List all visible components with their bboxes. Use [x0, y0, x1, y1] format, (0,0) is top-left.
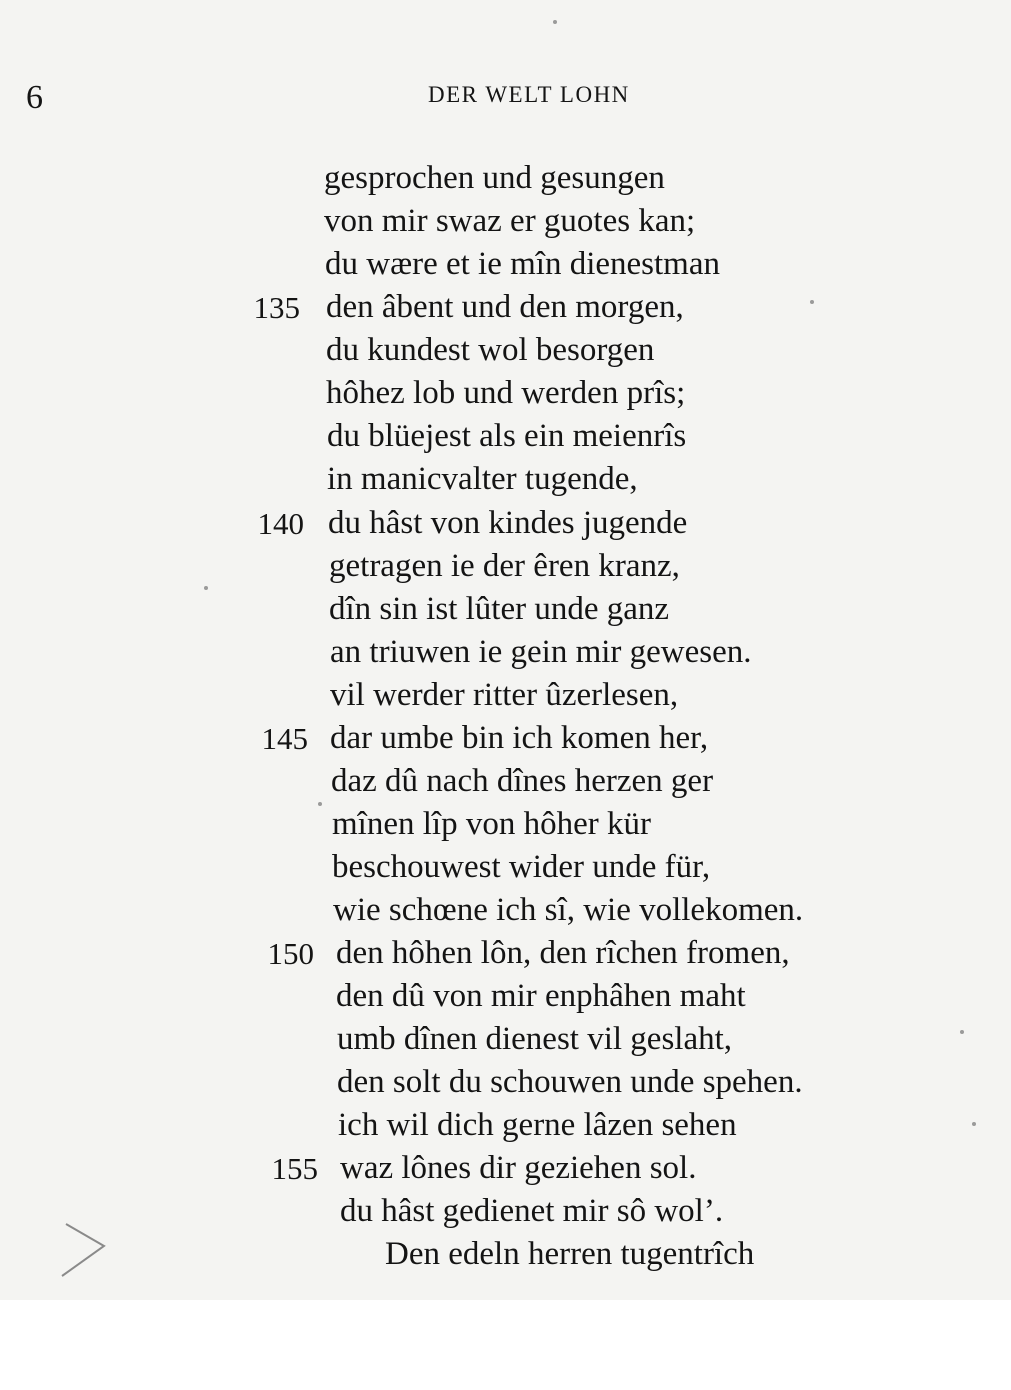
line-text: du hâst von kindes jugende: [328, 505, 688, 541]
verse-line: [0, 329, 1011, 372]
verse-line: [0, 975, 1011, 1018]
verse-line: [0, 1061, 1011, 1104]
line-number: 135: [253, 290, 300, 325]
verse-line: [0, 889, 1011, 932]
verse-line: [0, 674, 1011, 717]
bottom-margin: [0, 1300, 1011, 1390]
verse-line: [0, 588, 1011, 631]
verse-line: [0, 243, 1011, 286]
line-text: getragen ie der êren kranz,: [329, 548, 680, 584]
verse-line: [0, 803, 1011, 846]
line-text: von mir swaz er guotes kan;: [324, 203, 696, 239]
verse-line: [0, 372, 1011, 415]
verse-line: [0, 1104, 1011, 1147]
line-text: du hâst gedienet mir sô wol’.: [340, 1193, 724, 1229]
line-number: 145: [261, 721, 308, 756]
verse-line: [0, 1147, 1011, 1190]
line-text: den âbent und den morgen,: [326, 289, 684, 325]
line-text: du wære et ie mîn dienestman: [325, 246, 720, 282]
line-text: vil werder ritter ûzerlesen,: [330, 677, 679, 713]
pencil-arrow-mark-icon: [58, 1218, 118, 1282]
page-number: 6: [26, 79, 43, 116]
verse-line: [0, 760, 1011, 803]
line-text: Den edeln herren tugentrîch: [385, 1236, 755, 1272]
verse-line: [0, 200, 1011, 243]
line-text: den solt du schouwen unde spehen.: [337, 1064, 803, 1100]
scan-speck: [810, 300, 814, 304]
line-text: in manicvalter tugende,: [327, 461, 638, 497]
line-text: beschouwest wider unde für,: [332, 849, 711, 885]
line-text: umb dînen dienest vil geslaht,: [337, 1021, 733, 1057]
running-head: DER WELT LOHN: [428, 82, 630, 107]
scan-speck: [318, 802, 322, 806]
line-text: dar umbe bin ich komen her,: [330, 720, 709, 756]
verse-line: [0, 631, 1011, 674]
line-text: waz lônes dir geziehen sol.: [340, 1150, 697, 1186]
verse-line: [0, 286, 1011, 329]
scan-speck: [553, 20, 557, 24]
line-text: gesprochen und gesungen: [324, 160, 665, 196]
line-text: dîn sin ist lûter unde ganz: [329, 591, 670, 627]
line-text: daz dû nach dînes herzen ger: [331, 763, 714, 799]
line-number: 150: [267, 936, 314, 971]
line-text: den hôhen lôn, den rîchen fromen,: [336, 935, 790, 971]
verse-line: [0, 157, 1011, 200]
line-text: hôhez lob und werden prîs;: [326, 375, 686, 411]
verse-line: [0, 545, 1011, 588]
verse-line: [0, 458, 1011, 501]
verse-line: [0, 1018, 1011, 1061]
verse-line: [0, 1190, 1011, 1233]
line-text: an triuwen ie gein mir gewesen.: [330, 634, 752, 670]
line-text: du kundest wol besorgen: [326, 332, 655, 368]
verse-line: [0, 846, 1011, 889]
verse-line: [0, 502, 1011, 545]
line-text: mînen lîp von hôher kür: [332, 806, 651, 842]
scan-speck: [960, 1030, 964, 1034]
verse-line: [0, 1233, 1011, 1276]
scan-speck: [972, 1122, 976, 1126]
line-text: ich wil dich gerne lâzen sehen: [338, 1107, 737, 1143]
line-text: du blüejest als ein meienrîs: [327, 418, 687, 454]
line-number: 155: [271, 1151, 318, 1186]
verse-line: [0, 717, 1011, 760]
verse-line: [0, 415, 1011, 458]
line-number: 140: [257, 506, 304, 541]
line-text: wie schœne ich sî, wie vollekomen.: [333, 892, 804, 928]
verse-line: [0, 932, 1011, 975]
scan-speck: [204, 586, 208, 590]
line-text: den dû von mir enphâhen maht: [336, 978, 746, 1014]
